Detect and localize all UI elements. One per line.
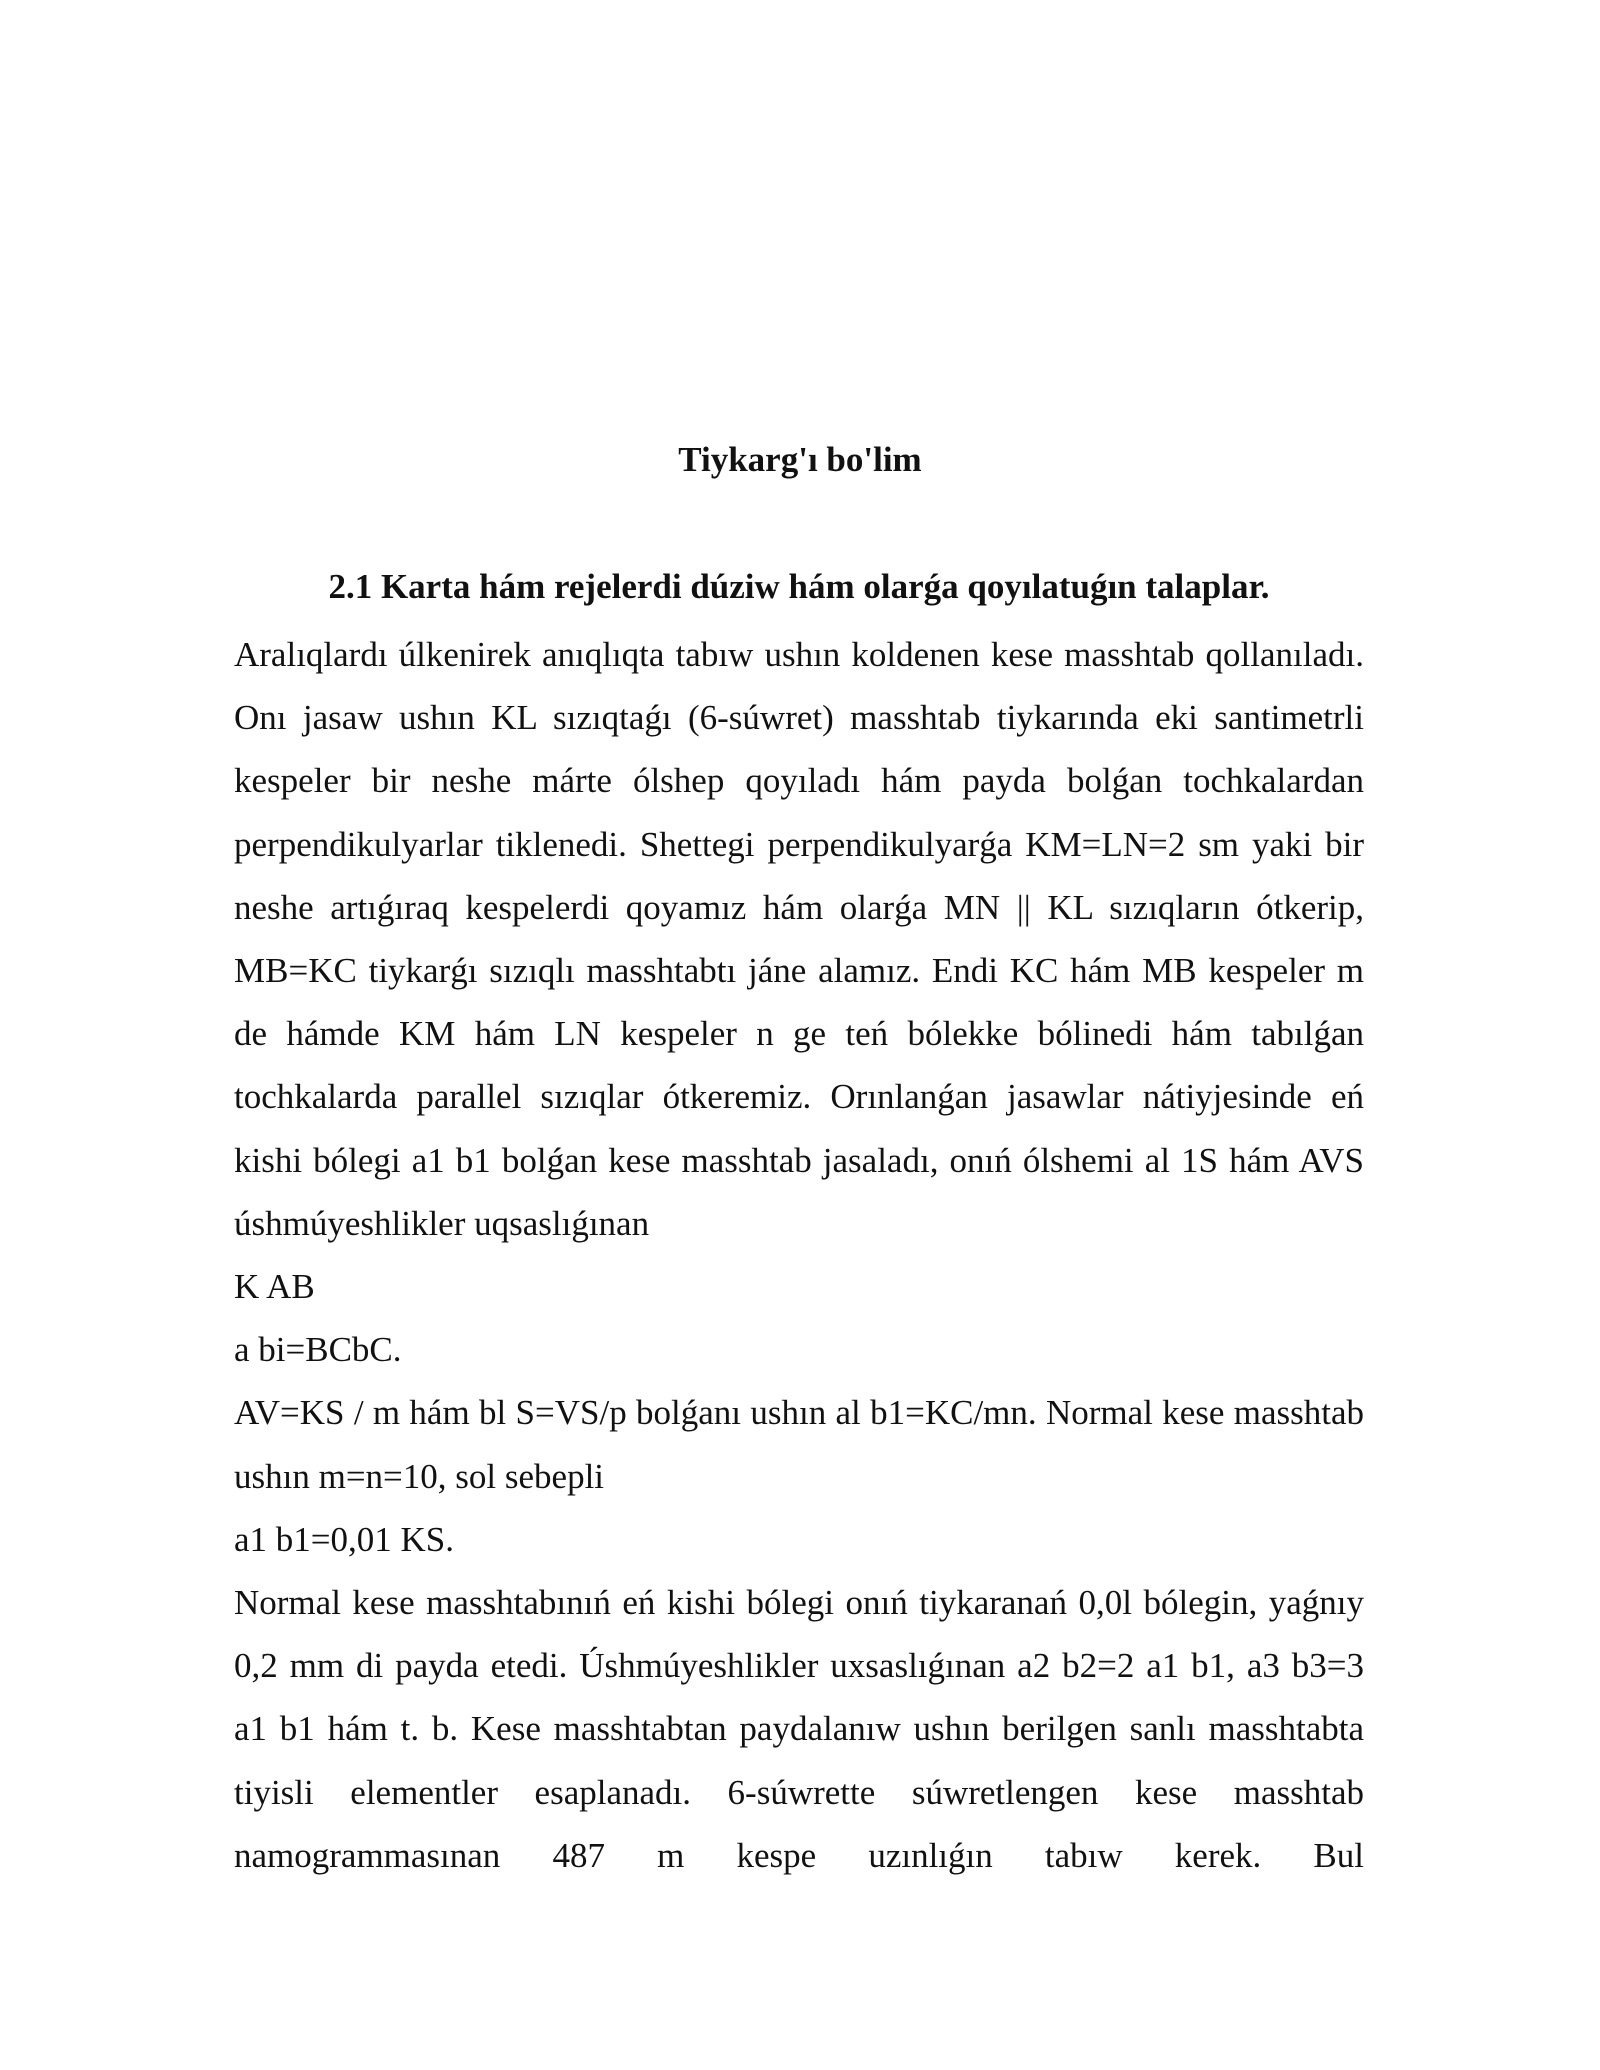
section-title: Tiykarg'ı bo'lim [678, 440, 922, 479]
paragraph-intro: Aralıqlardı úlkenirek anıqlıqta tabıw ushın koldenen kese masshtab qollanıladı. Onı jasaw ushın KL sızıqtaǵı (6-súwret) masshtab tiykarında eki santimetrli kespeler bir neshe márte ólshep qoyıladı hám payda bolǵan tochkalardan perpendikulyarlar tiklenedi. Shettegi perpendikulyarǵa KM=LN=2 sm yaki bir neshe artıǵıraq kespelerdi qoyamız hám olarǵa MN || KL sızıqların ótkerip, MB=KC tiykarǵı sızıqlı masshtabtı jáne alamız. Endi KC hám MB kespeler m de hámde KM hám LN kespeler n ge teń bólekke bólinedi hám tabılǵan tochkalarda parallel sızıqlar ótkeremiz. Orınlanǵan jasawlar nátiyjesinde eń kishi bólegi a1 b1 bolǵan kese masshtab jasaladı, onıń ólshemi al 1S hám AVS úshmúyeshlikler uqsaslıǵınan [234, 635, 1364, 1243]
formula-line-kab: K AB [234, 1267, 315, 1307]
formula-line-abi: a bi=BCbC. [234, 1330, 402, 1370]
paragraph-smallest-division: Normal kese masshtabınıń eń kishi bólegi onıń tiykaranań 0,0l bólegin, yaǵnıy 0,2 mm di payda etedi. Úshmúyeshlikler uxsaslıǵınan a2 b2=2 a1 b1, a3 b3=3 a1 b1 hám t. b. Kese masshtabtan paydalanıw ushın berilgen sanlı masshtabta tiyisli elementler esaplanadı. 6-súwrette súwretlengen kese masshtab namogrammasınan 487 m kespe uzınlıǵın tabıw kerek. Bul [234, 1583, 1364, 1875]
formula-line-a1b1: a1 b1=0,01 KS. [234, 1519, 455, 1559]
body-text [234, 623, 1364, 1887]
paragraph-normal-scale: AV=KS / m hám bl S=VS/p bolǵanı ushın al b1=KC/mn. Normal kese masshtab ushın m=n=10, sol sebepli [234, 1393, 1364, 1496]
subsection-title: 2.1 Karta hám rejelerdi dúziw hám olarǵa qoyılatuǵın talaplar. [328, 567, 1270, 606]
